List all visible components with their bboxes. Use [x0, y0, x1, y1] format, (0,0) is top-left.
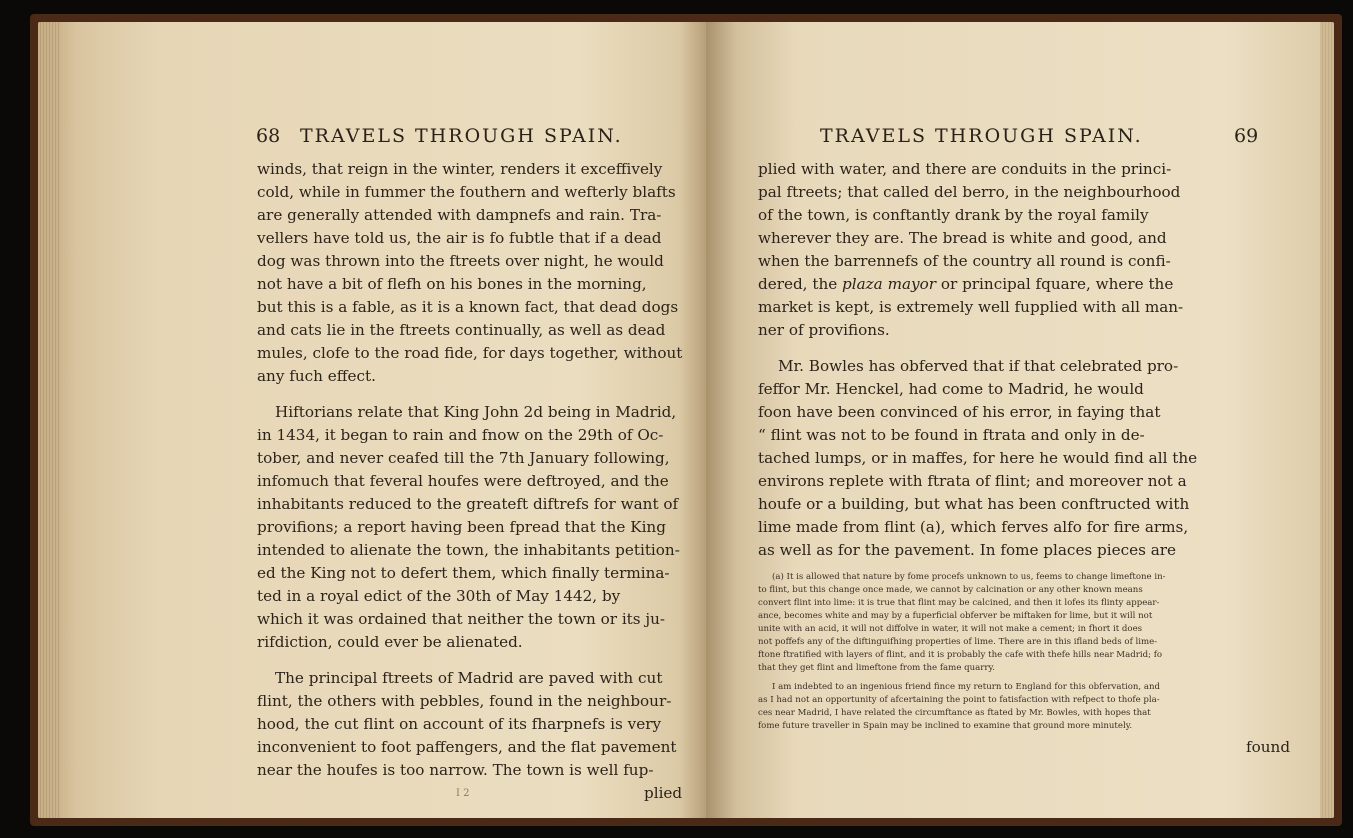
left-line-8: and cats lie in the ftreets continually, as well as dead	[257, 321, 666, 339]
right-line-12: “ flint was not to be found in ftrata and only in de-	[758, 426, 1145, 444]
right-line-5: when the barrennefs of the country all round is confi-	[758, 252, 1171, 270]
footnote-line-9: I am indebted to an ingenious friend fince my return to England for this obfervation, and	[772, 682, 1161, 692]
left-line-19: ted in a royal edict of the 30th of May 1442, by	[257, 587, 621, 605]
right-line-8: ner of provifions.	[758, 321, 890, 339]
right-line-6-end: or principal fquare, where the	[940, 275, 1174, 293]
right-page	[706, 22, 1334, 818]
left-catchword: plied	[644, 784, 683, 802]
left-line-22: The principal ftreets of Madrid are paved with cut	[275, 669, 663, 687]
footnote-line-8: that they get flint and limeftone from the fame quarry.	[758, 663, 995, 673]
footnote-line-11: ces near Madrid, I have related the circumftance as ftated by Mr. Bowles, with hopes that	[758, 708, 1151, 718]
plaza-mayor-italic: plaza mayor	[842, 275, 937, 293]
left-line-18: ed the King not to defert them, which finally termina-	[257, 564, 670, 582]
footnote-line-12: fome future traveller in Spain may be inclined to examine that ground more minutely.	[758, 721, 1133, 731]
left-page	[38, 22, 706, 818]
right-line-1: plied with water, and there are conduits in the princi-	[758, 160, 1172, 178]
left-line-13: tober, and never ceafed till the 7th January following,	[257, 449, 670, 467]
left-line-7: but this is a fable, as it is a known fact, that dead dogs	[257, 298, 679, 316]
left-line-20: which it was ordained that neither the town or its ju-	[257, 610, 666, 628]
footnote-line-6: not poffefs any of the diftinguifhing properties of lime. There are in this ifland beds of lime-	[758, 637, 1158, 647]
right-line-3: of the town, is conftantly drank by the royal family	[758, 206, 1149, 224]
left-page-edge	[38, 22, 60, 818]
left-line-24: hood, the cut flint on account of its fharpnefs is very	[257, 715, 662, 733]
right-page-edge	[1320, 22, 1334, 818]
left-line-1: winds, that reign in the winter, renders it exceffively	[257, 160, 663, 178]
left-page-number: 68	[256, 125, 281, 147]
left-line-15: inhabitants reduced to the greateft diftrefs for want of	[257, 495, 679, 513]
right-line-6-start: dered, the	[758, 275, 838, 293]
right-line-9: Mr. Bowles has obferved that if that celebrated pro-	[778, 357, 1179, 375]
right-running-head: TRAVELS THROUGH SPAIN.	[820, 125, 1143, 147]
right-line-15: houfe or a building, but what has been conftructed with	[758, 495, 1190, 513]
footnote-line-10: as I had not an opportunity of afcertaining the point to fatisfaction with refpect to thofe pla-	[758, 695, 1160, 705]
left-line-5: dog was thrown into the ftreets over night, he would	[257, 252, 664, 270]
left-line-16: provifions; a report having been fpread that the King	[257, 518, 666, 536]
footnote-line-5: unite with an acid, it will not diffolve in water, it will not make a cement; in fhort it does	[758, 624, 1143, 634]
right-line-11: foon have been convinced of his error, in faying that	[758, 403, 1161, 421]
left-line-11: Hiftorians relate that King John 2d being in Madrid,	[275, 403, 677, 421]
right-line-6	[758, 275, 1173, 293]
left-line-17: intended to alienate the town, the inhabitants petition-	[257, 541, 680, 559]
right-line-13: tached lumps, or in maffes, for here he would find all the	[758, 449, 1198, 467]
right-line-17: as well as for the pavement. In fome places pieces are	[758, 541, 1177, 559]
right-catchword: found	[1246, 738, 1291, 756]
left-line-9: mules, clofe to the road fide, for days together, without	[257, 344, 683, 362]
footnote-line-7: ftone ftratified with layers of flint, and it is probably the cafe with thefe hills near Madrid; fo	[758, 650, 1163, 660]
left-line-21: rifdiction, could ever be alienated.	[257, 633, 523, 651]
left-line-4: vellers have told us, the air is fo fubtle that if a dead	[257, 229, 662, 247]
right-line-4: wherever they are. The bread is white and good, and	[758, 229, 1167, 247]
right-line-7: market is kept, is extremely well fupplied with all man-	[758, 298, 1184, 316]
book-spread	[30, 14, 1342, 826]
left-line-26: near the houfes is too narrow. The town is well fup-	[257, 761, 654, 779]
left-line-14: infomuch that feveral houfes were deftroyed, and the	[257, 472, 669, 490]
left-line-25: inconvenient to foot paffengers, and the flat pavement	[257, 738, 677, 756]
left-line-23: flint, the others with pebbles, found in the neighbour-	[257, 692, 672, 710]
footnote-line-3: convert flint into lime: it is true that flint may be calcined, and then it lofes its flinty appear-	[758, 598, 1160, 608]
right-page-number: 69	[1234, 125, 1259, 147]
right-line-16: lime made from flint (a), which ferves alfo for fire arms,	[758, 518, 1189, 536]
left-running-head: TRAVELS THROUGH SPAIN.	[300, 125, 623, 147]
footnote-line-2: to flint, but this change once made, we cannot by calcination or any other known means	[758, 585, 1143, 595]
right-line-10: feffor Mr. Henckel, had come to Madrid, he would	[758, 380, 1144, 398]
footnote-line-4: ance, becomes white and may by a fuperficial obferver be miftaken for lime, but it will not	[758, 611, 1153, 621]
right-line-2: pal ftreets; that called del berro, in the neighbourhood	[758, 183, 1181, 201]
left-line-6: not have a bit of flefh on his bones in the morning,	[257, 275, 647, 293]
left-line-10: any fuch effect.	[257, 367, 376, 385]
left-line-12: in 1434, it began to rain and fnow on the 29th of Oc-	[257, 426, 664, 444]
footnote-line-1: (a) It is allowed that nature by fome procefs unknown to us, feems to change limeftone in-	[772, 572, 1166, 582]
left-line-2: cold, while in fummer the fouthern and wefterly blafts	[257, 183, 676, 201]
left-line-3: are generally attended with dampnefs and rain. Tra-	[257, 206, 662, 224]
right-line-14: environs replete with ftrata of flint; and moreover not a	[758, 472, 1187, 490]
signature-mark: I 2	[456, 788, 470, 799]
